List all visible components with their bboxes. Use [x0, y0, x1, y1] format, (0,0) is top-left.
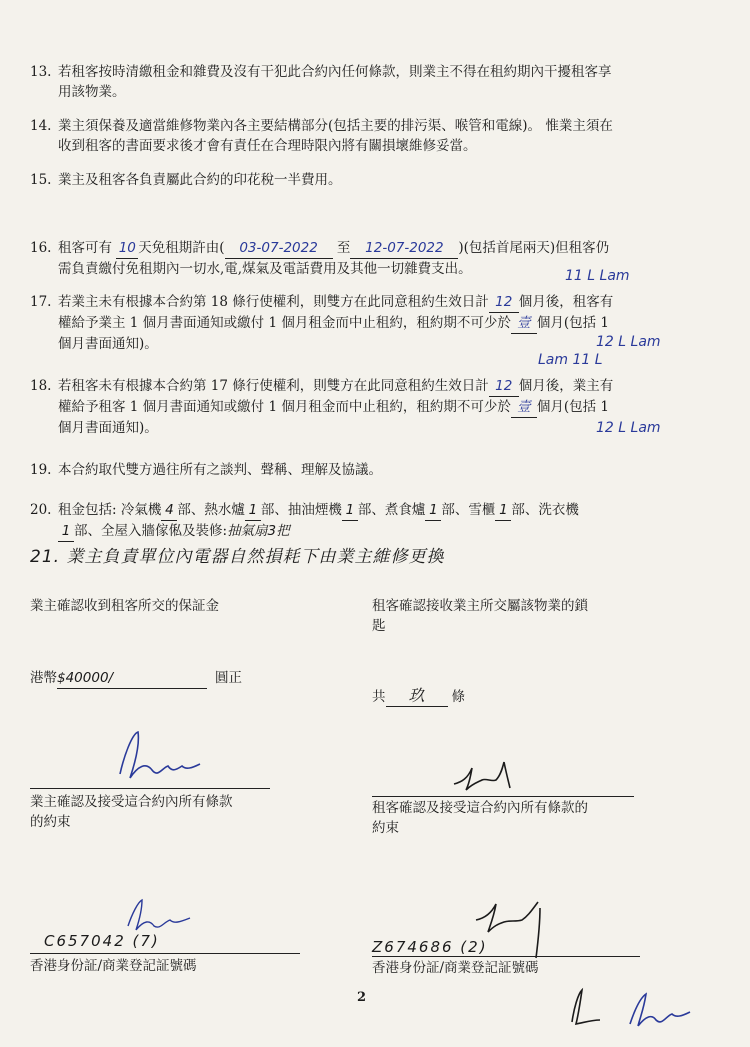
tenant-id-number: Z674686 (2) [372, 938, 488, 956]
tenant-break-months: 12 [489, 376, 519, 397]
tenant-confirm-line2: 約束 [372, 820, 399, 836]
bottom-initials [560, 986, 710, 1034]
clause-17: 17. 若業主未有根據本合約第 18 條行使權利，則雙方在此同意租約生效日計 12 個月後，租客有 權給予業主 1 個月書面通知或繳付 1 個月租金而中止租約，租約期不可少於 壹 個月(包括 1 個月書面通知)。 [30, 294, 614, 352]
clause-18: 18. 若租客未有根據本合約第 17 條行使權利，則雙方在此同意租約生效日計 12 個月後，業主有 權給予租客 1 個月書面通知或繳付 1 個月租金而中止租約，租約期不可少於 壹 個月(包括 1 個月書面通知)。 [30, 378, 614, 436]
clause-19: 19. 本合約取代雙方過往所有之談判、聲稱、理解及協議。 [30, 462, 382, 478]
landlord-confirm-line1: 業主確認及接受這合約內所有條款 [30, 794, 233, 810]
keys-title-line2: 匙 [372, 618, 386, 634]
min-term-value: 壹 [511, 313, 537, 334]
clause-20: 20. 租金包括: 冷氣機 4 部、熱水爐 1 部、抽油煙機 1 部、煮食爐 1 部、雪櫃 1 部、洗衣機 1 部、全屋入牆傢俬及裝修:抽氣扇3把 [30, 500, 720, 542]
free-period-start: 03-07-2022 [225, 238, 333, 259]
clause-17-amend-note: 11 L Lam [565, 268, 630, 284]
tenant-signature-line [372, 796, 634, 797]
extra-fans: 抽氣扇3把 [227, 523, 290, 539]
landlord-id-line [30, 953, 300, 954]
min-term-value: 壹 [511, 397, 537, 418]
clause-15: 15. 業主及租客各負責屬此合約的印花稅一半費用。 [30, 172, 342, 188]
page-number: 2 [357, 990, 367, 1005]
landlord-id-initial [120, 896, 200, 936]
keys-title-line1: 租客確認接收業主所交屬該物業的鎖 [372, 598, 588, 614]
free-period-end: 12-07-2022 [350, 238, 458, 259]
landlord-break-months: 12 [489, 292, 519, 313]
tenant-signature [448, 756, 528, 796]
keys-count-line: 共 玖 條 [372, 686, 465, 705]
clause-14: 14. 業主須保養及適當維修物業內各主要結構部分(包括主要的排污渠、喉管和電線)。 惟業主須在 收到租客的書面要求後才會有責任在合理時限內將有關損壞維修妥當。 [30, 118, 613, 154]
clause-17-amend-note-2: 12 L Lam [596, 334, 661, 350]
tenant-id-label: 香港身份証/商業登記証號碼 [372, 960, 539, 976]
tenant-id-line [372, 956, 640, 957]
free-days-value: 10 [116, 238, 138, 259]
clause-18-amend-note-2: 12 L Lam [596, 420, 661, 436]
deposit-amount: $40000/ [57, 668, 207, 689]
clause-21-handwritten: 21. 業主負責單位內電器自然損耗下由業主維修更換 [30, 547, 445, 567]
clause-13: 13. 若租客按時清繳租金和雜費及沒有干犯此合約內任何條款，則業主不得在租約期內干擾租客享 用該物業。 [30, 64, 612, 100]
landlord-signature-line [30, 788, 270, 789]
landlord-id-label: 香港身份証/商業登記証號碼 [30, 958, 197, 974]
landlord-id-number: C657042 (7) [44, 932, 160, 950]
landlord-confirm-line2: 的約束 [30, 814, 71, 830]
tenant-confirm-line1: 租客確認及接受這合約內所有條款的 [372, 800, 588, 816]
clause-16: 16. 租客可有 10 天免租期許由( 03-07-2022 至 12-07-2022 )(包括首尾兩天)但租客仍 需負責繳付免租期內一切水,電,煤氣及電話費用及其他一切雜費支出。 [30, 240, 610, 277]
hkd-line: 港幣$40000/ 圓正 [30, 668, 242, 689]
deposit-title: 業主確認收到租客所交的保証金 [30, 598, 219, 614]
landlord-signature [110, 726, 210, 786]
keys-count: 玖 [386, 686, 448, 707]
clause-18-amend-note: Lam 11 L [538, 352, 603, 368]
